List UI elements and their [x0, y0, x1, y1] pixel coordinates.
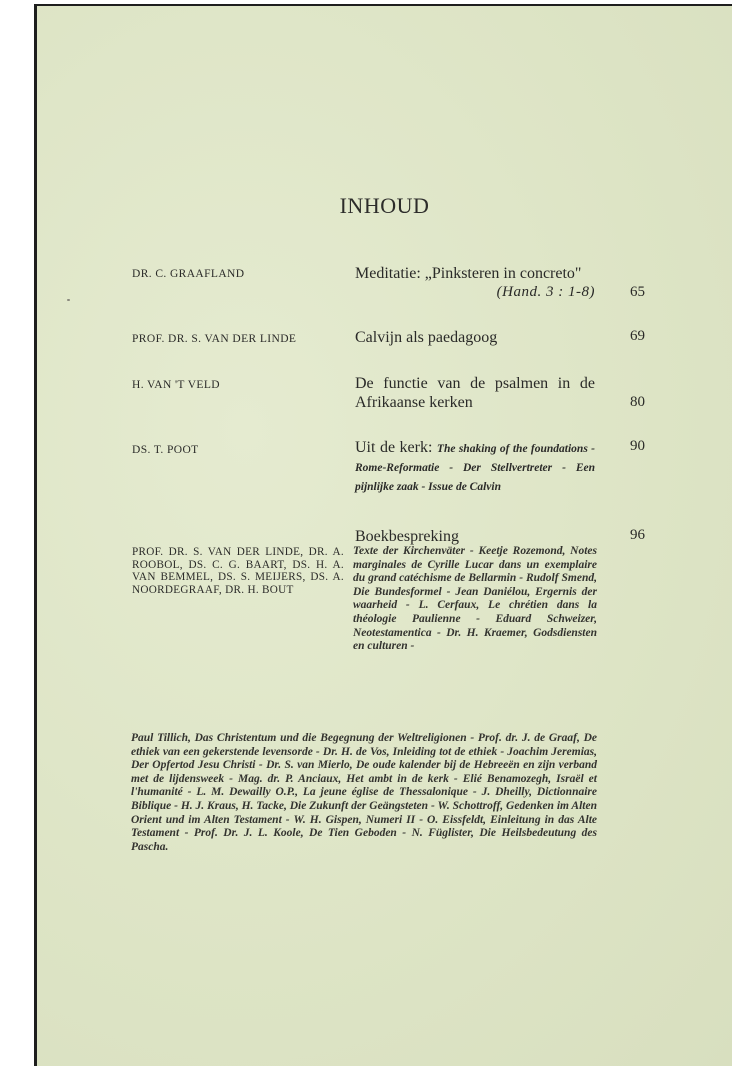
entry-title-suffix: The shaking of the foundations - Rome-Reformatie - Der Stellvertreter - Een pijnlijke zaak - Issue de Calvin — [355, 443, 596, 493]
entry-title: De functie van de psalmen in de Afrikaanse kerken — [355, 375, 595, 411]
entry-title: Boekbespreking — [355, 528, 459, 545]
paper-speck — [67, 299, 70, 301]
entry-author: PROF. DR. S. VAN DER LINDE — [132, 333, 297, 345]
page-title: INHOUD — [339, 193, 430, 218]
entry-author: DS. T. POOT — [132, 444, 199, 456]
entry-title: Calvijn als paedagoog — [355, 329, 498, 346]
entry-author: DR. C. GRAAFLAND — [132, 268, 245, 280]
entry-page-number: 69 — [630, 328, 645, 344]
entry-title — [355, 264, 595, 302]
entry-page-number: 80 — [630, 394, 645, 410]
entry-author: H. VAN 'T VELD — [132, 379, 220, 391]
entry-title-text: Uit de kerk: — [355, 439, 433, 456]
entry-subtitle: (Hand. 3 : 1-8) — [496, 284, 595, 300]
entry-title — [355, 438, 595, 495]
entry-author: PROF. DR. S. VAN DER LINDE, DR. A. ROOBOL, DS. C. G. BAART, DS. H. A. VAN BEMMEL, DS. S. MEIJERS, DS. A. NOORDEGRAAF, DR. H. BOUT — [132, 546, 344, 596]
entry-page-number: 90 — [630, 438, 645, 454]
entry-page-number: 65 — [630, 284, 645, 300]
review-list-continued: Paul Tillich, Das Christentum und die Begegnung der Weltreligionen - Prof. dr. J. de Graaf, De ethiek van een gekerstende levensorde - Dr. H. de Vos, Inleiding tot de ethiek - Joachim Jeremias, Der Opfertod Jesu Christi - Dr. S. van Mierlo, De oude kalender bij de Hebreeën en zijn verband met de lijdensweek - Mag. dr. P. Anciaux, Het ambt in de kerk - Elié Benamozegh, Israël et l'humanité - L. M. Dewailly O.P., La jeune église de Thessalonique - J. Dheilly, Dictionnaire Biblique - H. J. Kraus, H. Tacke, Die Zukunft der Geängsteten - W. Schottroff, Gedenken im Alten Orient und im Alten Testament - W. H. Gispen, Numeri II - O. Eissfeldt, Einleitung in das Alte Testament - Prof. Dr. J. L. Koole, De Tien Geboden - N. Füglister, Die Heilsbedeutung des Pascha. — [131, 732, 597, 853]
review-list-column: Texte der Kirchenväter - Keetje Rozemond, Notes marginales de Cyrille Lucar dans un exemplaire du grand catéchisme de Bellarmin - Rudolf Smend, Die Bundesformel - Jean Daniélou, Ergernis der waarheid - L. Cerfaux, Le chrétien dans la théologie Paulienne - Eduard Schweizer, Neotestamentica - Dr. H. Kraemer, Godsdiensten en culturen - — [353, 545, 597, 653]
entry-page-number: 96 — [630, 527, 645, 543]
entry-title-text: Meditatie: „Pinksteren in concreto" — [355, 265, 582, 282]
document-page — [34, 4, 732, 1066]
